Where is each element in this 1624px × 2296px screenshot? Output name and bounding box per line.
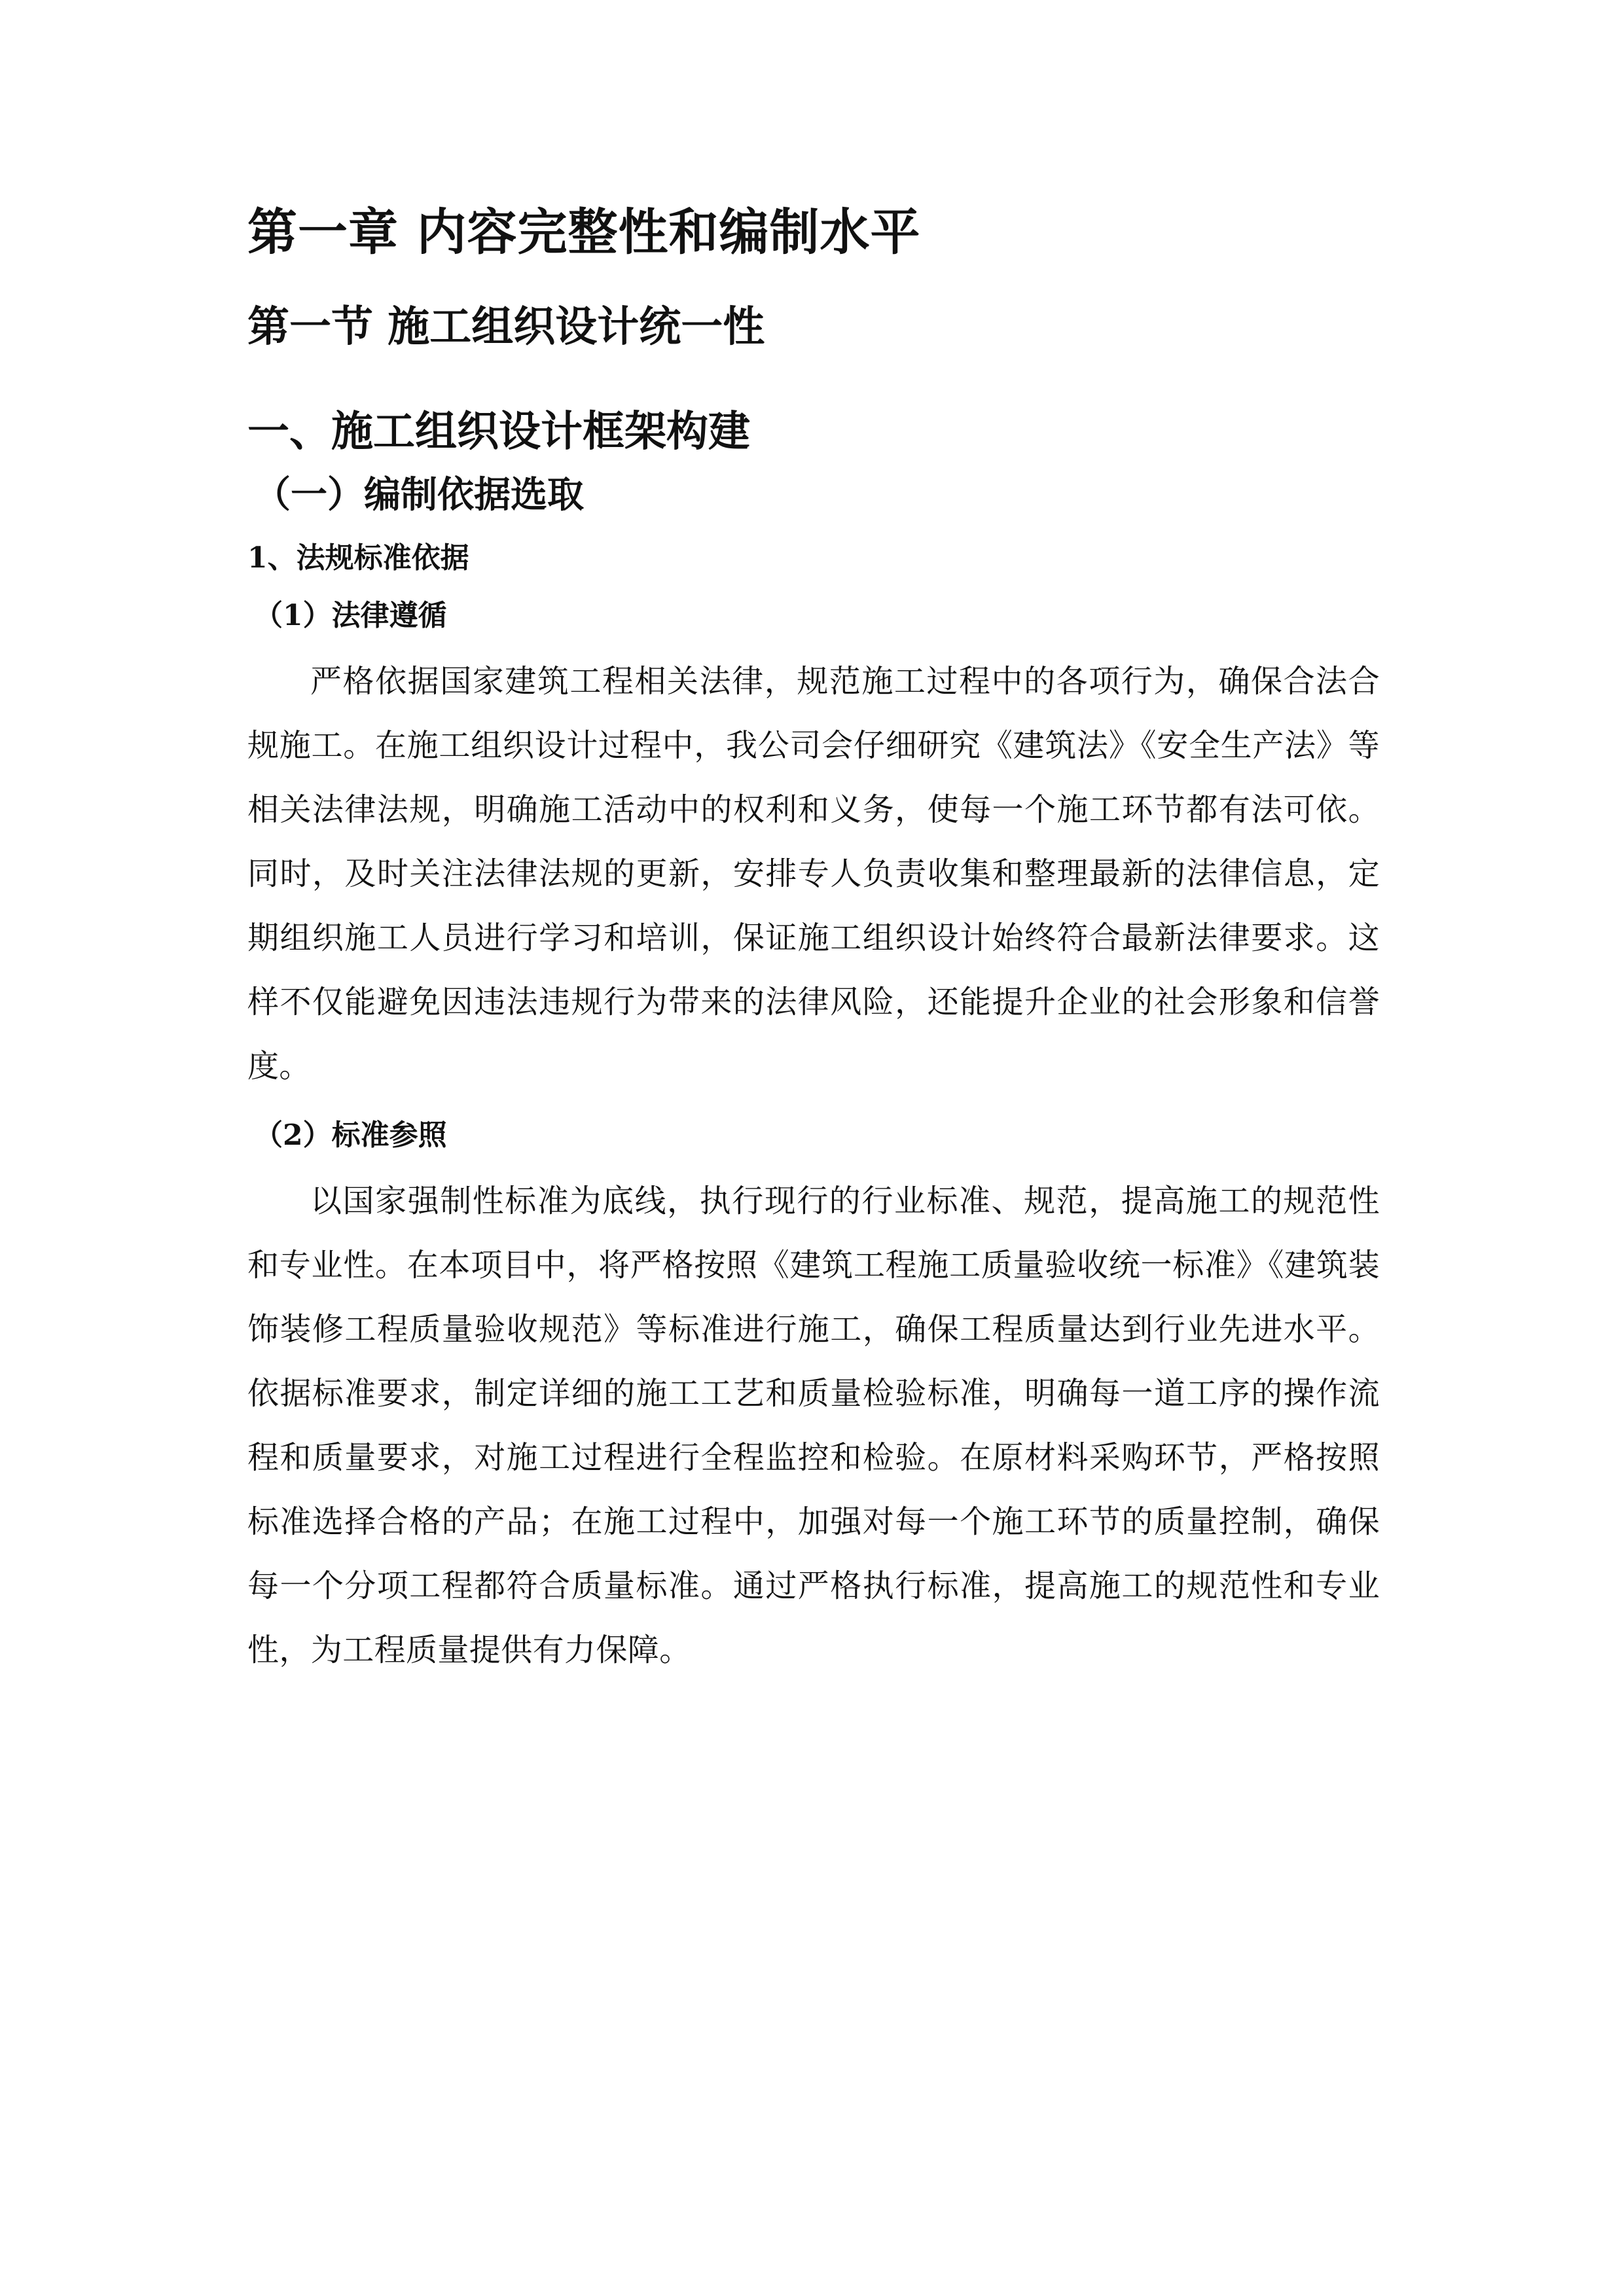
heading-compilation-basis: （一）编制依据选取: [254, 473, 584, 516]
paragraph-law-compliance: 严格依据国家建筑工程相关法律，规范施工过程中的各项行为，确保合法合规施工。在施工组织设计过程中，我公司会仔细研究《建筑法》《安全生产法》等相关法律法规，明确施工活动中的权利和义务，使每一个施工环节都有法可依。同时，及时关注法律法规的更新，安排专人负责收集和整理最新的法律信息，定期组织施工人员进行学习和培训，保证施工组织设计始终符合最新法律要求。这样不仅能避免因违法违规行为带来的法律风险，还能提升企业的社会形象和信誉度。: [247, 663, 1380, 1085]
section-title: 第一节 施工组织设计统一性: [247, 303, 765, 351]
heading-standard-reference: （2）标准参照: [254, 1119, 447, 1152]
heading-regulation-basis: 1、法规标准依据: [247, 541, 469, 575]
paragraph-standard-reference: 以国家强制性标准为底线，执行现行的行业标准、规范，提高施工的规范性和专业性。在本项目中，将严格按照《建筑工程施工质量验收统一标准》《建筑装饰装修工程质量验收规范》等标准进行施工，确保工程质量达到行业先进水平。依据标准要求，制定详细的施工工艺和质量检验标准，明确每一道工序的操作流程和质量要求，对施工过程进行全程监控和检验。在原材料采购环节，严格按照标准选择合格的产品；在施工过程中，加强对每一个施工环节的质量控制，确保每一个分项工程都符合质量标准。通过严格执行标准，提高施工的规范性和专业性，为工程质量提供有力保障。: [247, 1183, 1380, 1668]
chapter-title: 第一章 内容完整性和编制水平: [247, 203, 921, 261]
heading-law-compliance: （1）法律遵循: [254, 599, 447, 632]
subsection-title: 一、施工组织设计框架构建: [247, 408, 750, 456]
